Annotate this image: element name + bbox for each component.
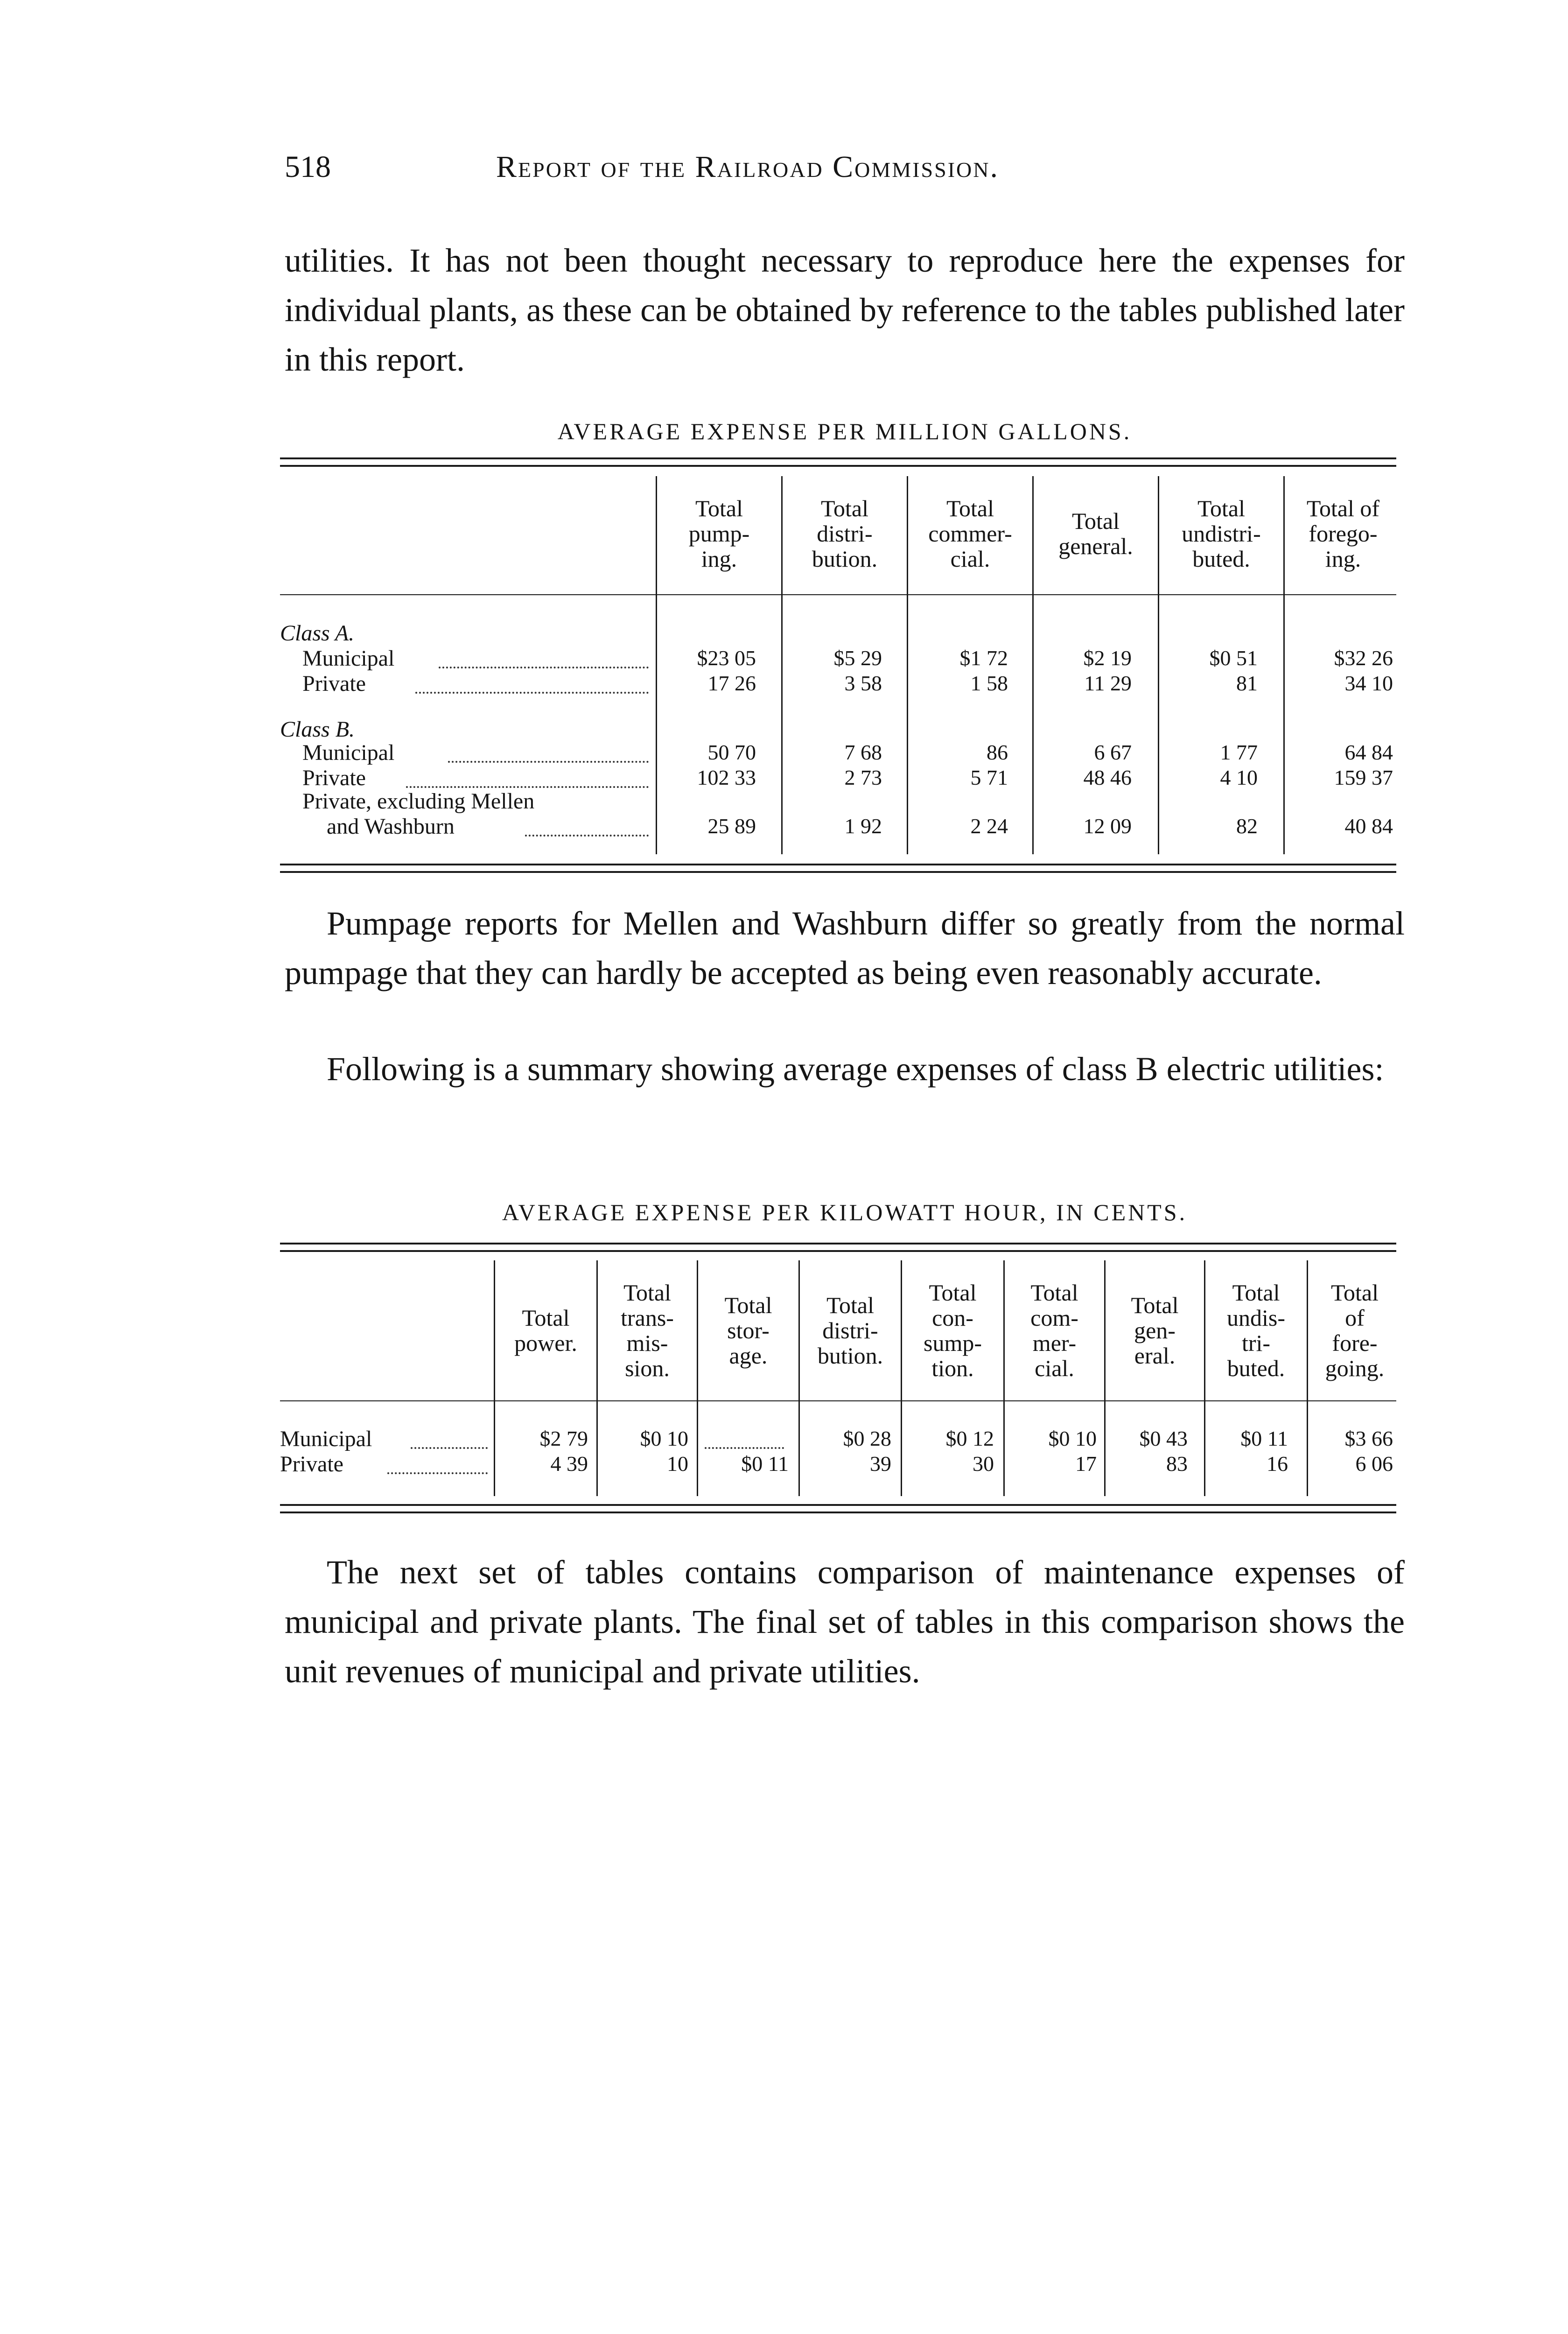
t2-col-power: Total power. [514, 1305, 577, 1356]
t2-cell: $0 11 [1240, 1427, 1288, 1450]
paragraph-next-tables: The next set of tables contains comparison of maintenance expenses of municipal and private plants. The final set of tables in this comparison shows the unit revenues of municipal and private utilities. [285, 1554, 1405, 1690]
paragraph-intro: utilities. It has not been thought necessary to reproduce here the expenses for individual plants, as these can be obtained by reference to the tables published later in this report. [285, 242, 1405, 378]
t2-cell: 39 [870, 1452, 891, 1476]
t1-col-pumping: Total pump- ing. [688, 495, 750, 572]
t1-cell: 7 68 [844, 740, 882, 764]
t1-row-label: Municipal [302, 740, 395, 765]
t2-cell: 4 39 [550, 1452, 588, 1476]
t1-cell: 1 58 [970, 671, 1008, 695]
t1-cell: 86 [987, 740, 1008, 764]
t2-cell: 30 [973, 1452, 994, 1476]
t2-col-general: Total gen- eral. [1131, 1292, 1179, 1369]
t2-col-commercial: Total com- mer- cial. [1030, 1279, 1078, 1381]
t1-cell: 48 46 [1083, 766, 1132, 789]
t1-cell: 12 09 [1083, 814, 1132, 838]
t1-cell: $0 51 [1209, 646, 1258, 670]
t2-cell: $0 43 [1139, 1427, 1188, 1450]
t1-cell: 6 67 [1094, 740, 1132, 764]
t2-empty-cell-dots [705, 1447, 784, 1449]
t1-cell: 159 37 [1334, 766, 1393, 789]
t2-cell: $2 79 [539, 1427, 588, 1450]
t1-cell: $2 19 [1083, 646, 1132, 670]
t1-cell: $1 72 [959, 646, 1008, 670]
table1-caption: AVERAGE EXPENSE PER MILLION GALLONS. [557, 418, 1132, 444]
t1-cell: 11 29 [1084, 671, 1132, 695]
t1-class-b-label: Class B. [280, 717, 355, 742]
t2-cell: $0 10 [640, 1427, 688, 1450]
t1-cell: 82 [1236, 814, 1258, 838]
t1-cell: 34 10 [1344, 671, 1393, 695]
t1-row-label-continued: and Washburn [327, 814, 455, 839]
t1-cell: 2 24 [970, 814, 1008, 838]
t2-cell: $0 11 [741, 1452, 789, 1476]
t1-col-general: Total general. [1058, 507, 1133, 559]
t1-cell: 102 33 [697, 766, 756, 789]
t2-cell: $0 10 [1048, 1427, 1097, 1450]
t1-row-label: Private [302, 766, 366, 790]
paragraph-pumpage: Pumpage reports for Mellen and Washburn differ so greatly from the normal pumpage that they can hardly be accepted as being even reasonably accurate. [285, 905, 1405, 991]
t1-class-a-label: Class A. [280, 621, 355, 646]
t2-cell: 16 [1267, 1452, 1288, 1476]
page-number: 518 [285, 150, 331, 184]
t1-cell: 1 77 [1220, 740, 1258, 764]
t1-cell: 4 10 [1220, 766, 1258, 789]
t1-col-distribution: Total distri- bution. [812, 495, 878, 572]
t1-row-label: Private [302, 671, 366, 696]
t1-cell: 40 84 [1344, 814, 1393, 838]
t1-cell: 81 [1236, 671, 1258, 695]
t1-col-commercial: Total commer- cial. [928, 495, 1012, 572]
t2-col-storage: Total stor- age. [724, 1292, 772, 1369]
t1-cell: 5 71 [970, 766, 1008, 789]
t2-cell: 83 [1166, 1452, 1188, 1476]
t1-col-undistributed: Total undistri- buted. [1182, 495, 1261, 572]
t2-cell: 17 [1075, 1452, 1097, 1476]
t1-row-label: Municipal [302, 646, 395, 671]
t2-row-label: Municipal [280, 1427, 372, 1451]
t2-col-consumption: Total con- sump- tion. [924, 1279, 982, 1381]
t1-cell: 64 84 [1344, 740, 1393, 764]
running-title: Report of the Railroad Commission. [496, 150, 999, 184]
t1-col-total-foregoing: Total of forego- ing. [1306, 495, 1380, 572]
paragraph-summary-intro: Following is a summary showing average expenses of class B electric utilities: [327, 1050, 1384, 1088]
table2-caption: AVERAGE EXPENSE PER KILOWATT HOUR, IN CENTS. [502, 1199, 1188, 1225]
t2-cell: 10 [667, 1452, 688, 1476]
t1-row-label: Private, excluding Mellen [302, 789, 535, 814]
t1-cell: 1 92 [844, 814, 882, 838]
t1-cell: 3 58 [844, 671, 882, 695]
t2-col-undistributed: Total undis- tri- buted. [1227, 1279, 1285, 1381]
t2-cell: 6 06 [1355, 1452, 1393, 1476]
t1-cell: $5 29 [833, 646, 882, 670]
t1-cell: $23 05 [697, 646, 756, 670]
t2-cell: $0 28 [843, 1427, 891, 1450]
t2-col-distribution: Total distri- bution. [817, 1292, 883, 1369]
t2-cell: $3 66 [1344, 1427, 1393, 1450]
t1-cell: 50 70 [707, 740, 756, 764]
t2-cell: $0 12 [945, 1427, 994, 1450]
t1-cell: $32 26 [1334, 646, 1393, 670]
t1-cell: 17 26 [707, 671, 756, 695]
t1-cell: 25 89 [707, 814, 756, 838]
t1-cell: 2 73 [844, 766, 882, 789]
t2-col-total-foregoing: Total of fore- going. [1325, 1279, 1385, 1381]
t2-row-label: Private [280, 1452, 343, 1476]
t2-col-transmission: Total trans- mis- sion. [621, 1279, 674, 1381]
